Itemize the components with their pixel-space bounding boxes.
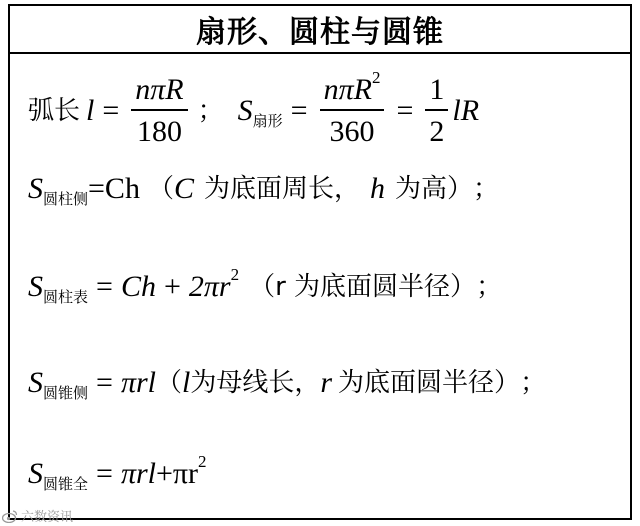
end-punctuation: ； xyxy=(520,368,547,398)
fraction-numerator xyxy=(320,67,385,111)
equals-sign: = xyxy=(96,270,113,303)
subscript-cylinder-lateral: 圆柱侧 xyxy=(43,189,89,208)
card-header xyxy=(10,6,630,54)
formula-cylinder-surface xyxy=(28,264,503,306)
term-pirl: πrl xyxy=(120,366,156,399)
formula-card xyxy=(8,4,632,520)
fraction-denominator: 2 xyxy=(429,115,445,148)
fraction-numerator: nπR xyxy=(131,75,187,111)
equals-sign: = xyxy=(96,366,113,399)
superscript: 2 xyxy=(198,451,207,471)
subscript-sector: 扇形 xyxy=(252,111,283,130)
term-pirl: πrl xyxy=(120,457,156,490)
equals-sign: = xyxy=(96,457,113,490)
var-C: C xyxy=(173,172,194,205)
fraction-denominator: 180 xyxy=(136,115,182,148)
weibo-icon xyxy=(2,509,18,523)
subscript-cone-total: 圆锥全 xyxy=(43,474,89,493)
superscript: 2 xyxy=(230,264,240,284)
var-S: S xyxy=(28,270,43,303)
note-text: 为底面圆半径） xyxy=(338,368,521,398)
note-text: 为母线长， xyxy=(190,368,321,398)
plus-sign: + xyxy=(163,270,181,303)
formula-arc-sector xyxy=(28,68,479,154)
fraction-arc xyxy=(131,75,187,147)
formula-cone-lateral xyxy=(28,366,547,402)
subscript-cone-lateral: 圆锥侧 xyxy=(43,383,89,402)
numerator-main: nπR xyxy=(323,73,372,106)
fraction-numerator: 1 xyxy=(425,75,448,111)
fraction-sector xyxy=(320,67,385,148)
term-2pir: 2πr xyxy=(188,270,231,303)
fraction-denominator: 360 xyxy=(329,115,375,148)
page-title: 扇形、圆柱与圆锥 xyxy=(196,15,444,50)
superscript: 2 xyxy=(371,67,381,87)
var-r: r xyxy=(320,366,333,399)
subscript-cylinder-surface: 圆柱表 xyxy=(43,287,89,306)
note-text: 为底面周长， xyxy=(203,174,360,204)
var-S: S xyxy=(28,366,43,399)
paren-open: （ xyxy=(155,368,182,398)
formula-cylinder-lateral xyxy=(28,172,500,208)
var-S: S xyxy=(237,94,253,127)
equals-sign: = xyxy=(290,94,308,127)
plus-sign: + xyxy=(155,457,173,490)
var-l: l xyxy=(182,366,191,399)
formula-rhs: =Ch xyxy=(88,172,140,205)
end-punctuation: ； xyxy=(476,272,503,302)
paren-open: （ xyxy=(147,174,174,204)
end-punctuation: ； xyxy=(473,174,500,204)
var-lR: lR xyxy=(452,94,480,127)
var-S: S xyxy=(28,457,43,490)
equals-sign: = xyxy=(396,94,414,127)
var-h: h xyxy=(370,172,385,205)
term-Ch: Ch xyxy=(120,270,156,303)
fraction-half xyxy=(425,75,448,147)
note-text: 为高） xyxy=(395,174,474,204)
watermark-text: 六数资讯 xyxy=(21,510,74,525)
formula-cone-surface xyxy=(28,451,207,493)
equals-sign: = xyxy=(102,94,120,127)
separator: ； xyxy=(197,96,224,126)
note-text: （r 为底面圆半径） xyxy=(249,272,477,302)
watermark xyxy=(2,506,73,525)
arc-length-label: 弧长 xyxy=(28,96,81,126)
var-l: l xyxy=(86,94,95,127)
var-S: S xyxy=(28,172,43,205)
term-pir: πr xyxy=(172,457,199,490)
